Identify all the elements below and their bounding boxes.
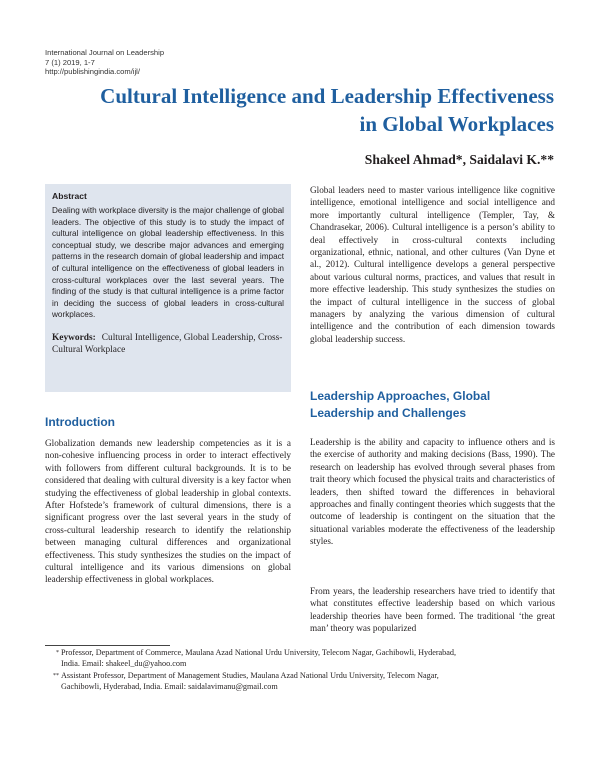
footnote-rule	[45, 645, 170, 646]
keywords-label: Keywords:	[52, 332, 96, 343]
footnote-1	[45, 648, 555, 669]
right-paragraph-1: Global leaders need to master various intelligence like cognitive intelligence, emotional intelligence and social intelligence and more importantly cultural intelligence (Templer, Tay, & Chandrasekar, 2006). Cultural intelligence is a person’s ability to deal effectively in cross-cultural contexts including organizational, ethnic, national, and other cultures (Van Dyne et al., 2012). Cultural intelligence develops a general perspective about various cultural norms, practices, and values that result in more effective leadership. This study synthesizes the studies on the impact of cultural intelligence in the success of global managers by analyzing the various dimension of cultural intelligence and the contribution of each dimension towards global leadership success.	[310, 185, 555, 344]
abstract-text: Dealing with workplace diversity is the major challenge of global leaders. The objective of this study is to study the impact of cultural intelligence on global leadership effectiveness. In this conceptual study, we describe major advances and emerging patterns in the research domain of global leadership and impact of cultural intelligence on the effectiveness of global leaders in cross-cultural workplaces over the last several years. The finding of the study is that cultural intelligence is a prime factor in deciding the success of global leaders in cross-cultural workplaces.	[52, 206, 284, 320]
footnote-2-line1: Assistant Professor, Department of Management Studies, Maulana Azad National Urdu University, Telecom Nagar,	[61, 671, 439, 680]
section-heading-line1: Leadership Approaches, Global	[310, 389, 491, 403]
paper-title	[34, 82, 554, 138]
abstract-heading: Abstract	[52, 191, 87, 201]
footnote-2	[45, 671, 555, 692]
introduction-paragraph: Globalization demands new leadership competencies as it is a non-cohesive influencing process in order to interact effectively with followers from different cultural backgrounds. It is to be considered that dealing with cultural diversity is a key factor when studying the effectiveness of global leadership in global contexts. After Hofstede’s framework of cultural dimensions, there is a significant progress over the last several years in the study of cross-cultural leadership research to identify the relationship between managing cultural differences and organizational effectiveness. This study synthesizes the studies on the impact of cultural intelligence and its various dimensions on global leadership effectiveness in global workplaces.	[45, 438, 291, 585]
introduction-heading: Introduction	[45, 415, 115, 429]
journal-url: http://publishingindia.com/ijl/	[45, 67, 140, 76]
footnote-2-line2: Gachibowli, Hyderabad, India. Email: saidalavimanu@gmail.com	[61, 681, 278, 691]
right-paragraph-2: Leadership is the ability and capacity to influence others and is the exercise of authority and making decisions (Bass, 1990). The research on leadership has evolved through several phases from trait theory which focused the physical traits and characteristics of leaders, then shifted toward the differences in behavioral approaches and finally contingent theories which suggests that the outcome of leadership is contingent on the situation that the situational variables moderate the effectiveness of the leadership styles.	[310, 437, 555, 547]
keywords	[52, 332, 284, 356]
journal-volume: 7 (1) 2019, 1-7	[45, 57, 95, 67]
paper-title-line1: Cultural Intelligence and Leadership Effectiveness	[100, 84, 554, 108]
footnote-1-mark: *	[56, 650, 59, 656]
footnote-2-mark: **	[53, 673, 59, 679]
journal-header	[45, 48, 164, 77]
paper-title-line2: in Global Workplaces	[359, 112, 554, 136]
footnote-1-line2: India. Email: shakeel_du@yahoo.com	[61, 658, 187, 668]
journal-name: International Journal on Leadership	[45, 48, 165, 57]
section-heading-line2: Leadership and Challenges	[310, 405, 467, 420]
abstract-box	[45, 184, 291, 392]
paper-authors: Shakeel Ahmad*, Saidalavi K.**	[364, 152, 554, 167]
keywords-list: Cultural Intelligence, Global Leadership, Cross-Cultural Workplace	[52, 332, 283, 355]
footnote-1-line1: Professor, Department of Commerce, Maulana Azad National Urdu University, Telecom Nagar, Gachibowli, Hyderabad,	[61, 648, 457, 657]
right-paragraph-3: From years, the leadership researchers have tried to identify that what constitutes effective leadership based on which various leadership theories have been formed. The traditional ‘the great man’ theory was popularized	[310, 586, 555, 634]
section-heading-leadership	[310, 388, 490, 421]
